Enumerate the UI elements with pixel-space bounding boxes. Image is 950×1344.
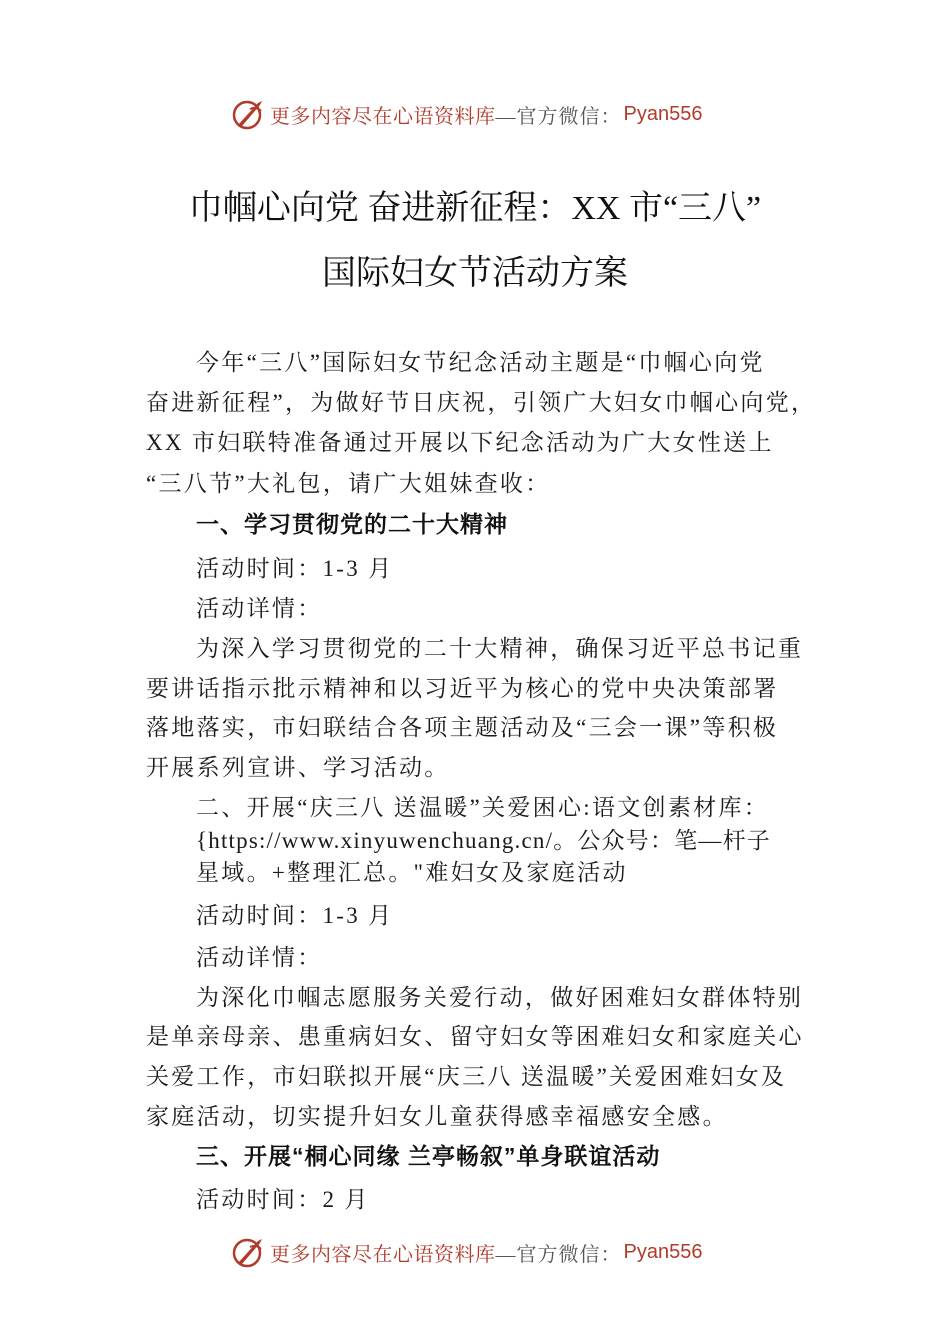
body-line: 家庭活动，切实提升妇女儿童获得感幸福感安全感。 — [146, 1104, 728, 1129]
body-line: 落地落实，市妇联结合各项主题活动及“三会一课”等积极 — [146, 715, 779, 740]
activity-time: 活动时间：2 月 — [196, 1187, 370, 1212]
activity-time: 活动时间：1-3 月 — [196, 903, 394, 928]
document-title-line-2: 国际妇女节活动方案 — [322, 255, 628, 292]
watermark-official: —官方微信： — [495, 1243, 622, 1266]
activity-details-label: 活动详情： — [196, 596, 323, 621]
watermark-id: Pyan556 — [623, 1240, 703, 1263]
body-line: 关爱工作，市妇联拟开展“庆三八 送温暖”关爱困难妇女及 — [146, 1064, 787, 1089]
section-heading-2: 二、开展“庆三八 送温暖”关爱困心:语文创素材库： — [196, 795, 770, 820]
quill-logo-icon — [232, 97, 266, 131]
watermark-brand: 更多内容尽在心语资料库 — [270, 1243, 496, 1266]
body-line: 要讲话指示批示精神和以习近平为核心的党中央决策部署 — [146, 676, 779, 701]
watermark-header — [232, 96, 752, 132]
watermark-official: —官方微信： — [495, 105, 622, 128]
watermark-brand: 更多内容尽在心语资料库 — [270, 105, 496, 128]
body-line: 奋进新征程”，为做好节日庆祝，引领广大妇女巾帼心向党， — [146, 390, 817, 415]
body-line: 开展系列宣讲、学习活动。 — [146, 755, 450, 780]
section-heading-1: 一、学习贯彻党的二十大精神 — [196, 511, 508, 537]
activity-time: 活动时间：1-3 月 — [196, 556, 394, 581]
watermark-id: Pyan556 — [623, 102, 703, 125]
body-line: XX 市妇联特准备通过开展以下纪念活动为广大女性送上 — [146, 430, 774, 455]
body-line: “三八节”大礼包，请广大姐妹查收： — [146, 471, 551, 496]
section-heading-3: 三、开展“桐心同缘 兰亭畅叙”单身联谊活动 — [196, 1143, 661, 1169]
body-line: {https://www.xinyuwenchuang.cn/。公众号：笔—杆子 — [196, 828, 772, 853]
activity-details-label: 活动详情： — [196, 945, 323, 970]
body-line: 星域。+整理汇总。"难妇女及家庭活动 — [196, 860, 628, 885]
body-line: 为深化巾帼志愿服务关爱行动，做好困难妇女群体特别 — [196, 985, 804, 1010]
quill-logo-icon — [232, 1235, 266, 1269]
document-title-line-1: 巾帼心向党 奋进新征程：XX 市“三八” — [188, 190, 762, 227]
watermark-footer — [232, 1234, 752, 1270]
body-line: 今年“三八”国际妇女节纪念活动主题是“巾帼心向党 — [196, 350, 765, 375]
body-line: 为深入学习贯彻党的二十大精神，确保习近平总书记重 — [196, 636, 804, 661]
body-line: 是单亲母亲、患重病妇女、留守妇女等困难妇女和家庭关心 — [146, 1024, 804, 1049]
